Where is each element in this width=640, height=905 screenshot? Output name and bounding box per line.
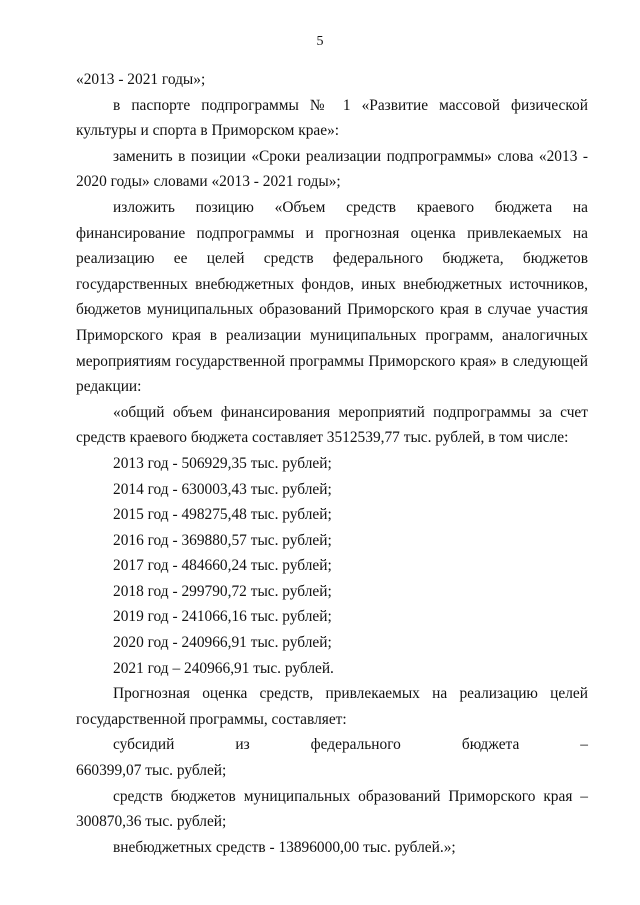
year-funding-item: 2020 год - 240966,91 тыс. рублей; xyxy=(113,634,332,652)
year-funding-item: 2015 год - 498275,48 тыс. рублей; xyxy=(113,506,332,524)
year-funding-item: 2017 год - 484660,24 тыс. рублей; xyxy=(113,557,332,575)
year-funding-item: 2021 год – 240966,91 тыс. рублей. xyxy=(113,659,334,677)
paragraph-total-funding: «общий объем финансирования мероприятий подпрограммы за счет средств краевого бюджета составляет 3512539,77 тыс. рублей, в том числе: xyxy=(76,403,588,447)
page-number: 5 xyxy=(316,34,324,49)
year-funding-item: 2018 год - 299790,72 тыс. рублей; xyxy=(113,582,332,600)
paragraph-municipal-funds: средств бюджетов муниципальных образований Приморского края – 300870,36 тыс. рублей; xyxy=(76,787,588,831)
federal-subsidies-line: субсидий из федерального бюджета – xyxy=(113,736,588,754)
year-funding-item: 2014 год - 630003,43 тыс. рублей; xyxy=(113,480,332,498)
paragraph-years-range: «2013 - 2021 годы»; xyxy=(76,71,206,88)
paragraph-funding-position: изложить позицию «Объем средств краевого бюджета на финансирование подпрограммы и прогнозная оценка привлекаемых на реализацию ее целей средств федерального бюджета, бюджетов государственных внебюджетных фондов, иных внебюджетных источников, бюджетов муниципальных образований Приморского края в случае участия Приморского края в реализации муниципальных программ, аналогичных мероприятиям государственной программы Приморского края» в следующей редакции: xyxy=(76,198,588,396)
year-funding-item: 2016 год - 369880,57 тыс. рублей; xyxy=(113,531,332,549)
year-funding-item: 2019 год - 241066,16 тыс. рублей; xyxy=(113,608,332,626)
paragraph-extrabudgetary-funds: внебюджетных средств - 13896000,00 тыс. рублей.»; xyxy=(113,838,456,856)
paragraph-forecast-intro: Прогнозная оценка средств, привлекаемых на реализацию целей государственной программы, составляет: xyxy=(76,685,588,728)
paragraph-subprogram-passport: в паспорте подпрограммы № 1 «Развитие массовой физической культуры и спорта в Приморском крае»: xyxy=(76,96,588,140)
yearly-funding-list xyxy=(76,451,588,681)
year-funding-item: 2013 год - 506929,35 тыс. рублей; xyxy=(113,454,332,472)
paragraph-replace-terms: заменить в позиции «Сроки реализации подпрограммы» слова «2013 - 2020 годы» словами «2013 - 2021 годы»; xyxy=(76,147,588,191)
document-body xyxy=(76,67,588,860)
federal-subsidies-amount: 660399,07 тыс. рублей; xyxy=(76,762,227,780)
